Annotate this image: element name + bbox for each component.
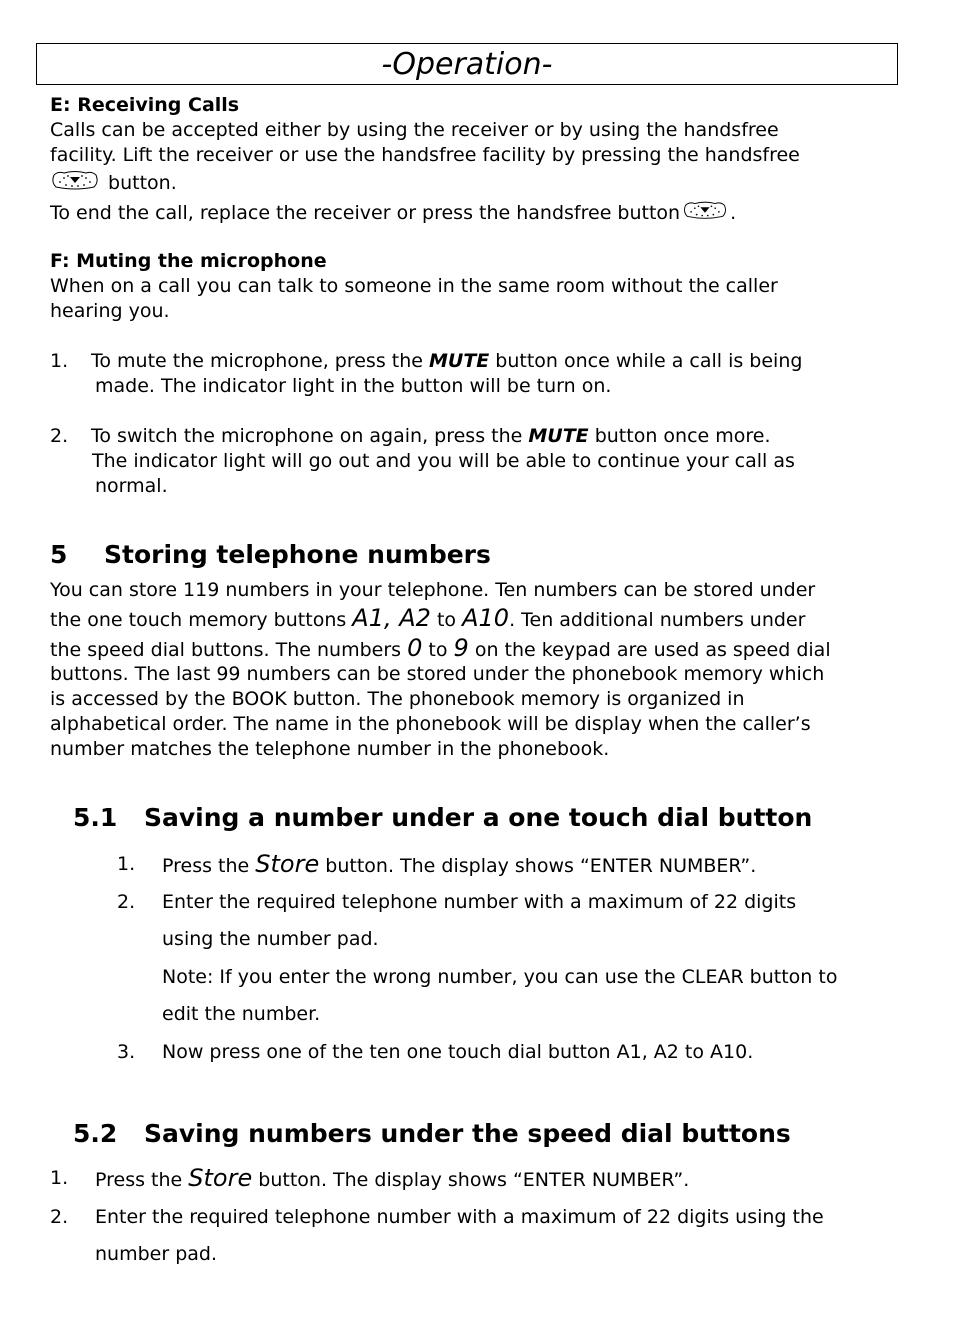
section-f-item1 — [91, 349, 802, 374]
section-f-item1-num: 1. — [50, 350, 69, 372]
section-e-line1: Calls can be accepted either by using the receiver or by using the handsfree — [50, 119, 779, 141]
section-5-1-item2-note-cont: edit the number. — [162, 1003, 321, 1025]
section-5-2-title: Saving numbers under the speed dial buttons — [144, 1119, 791, 1148]
section-5-2-item1-pre: Press the — [95, 1169, 189, 1191]
button-label-a10: A10 — [462, 604, 510, 632]
section-5-p2-b: . Ten additional numbers under — [509, 609, 806, 631]
section-e-line3-text: button. — [102, 172, 177, 194]
section-5-2-number: 5.2 — [73, 1119, 118, 1148]
section-5-2-item1-num: 1. — [50, 1167, 69, 1189]
mute-keyword: MUTE — [428, 350, 490, 372]
section-5-1-item2-l1: Enter the required telephone number with a maximum of 22 digits — [162, 891, 797, 913]
section-f-intro2: hearing you. — [50, 300, 170, 322]
section-e-heading: E: Receiving Calls — [50, 94, 240, 116]
section-f-item2-num: 2. — [50, 425, 69, 447]
section-f-item2-cont1: The indicator light will go out and you will be able to continue your call as — [92, 450, 795, 472]
section-f-item1-pre: To mute the microphone, press the — [91, 350, 429, 372]
section-5-1-item1-pre: Press the — [162, 855, 256, 877]
section-5-p5: is accessed by the BOOK button. The phonebook memory is organized in — [50, 688, 745, 710]
section-f-item2 — [91, 424, 771, 449]
key-label-0: 0 — [407, 634, 423, 662]
section-5-number: 5 — [50, 540, 68, 569]
section-f-item2-cont2: normal. — [95, 475, 168, 497]
section-f-heading: F: Muting the microphone — [50, 250, 327, 272]
section-e-line4-end: . — [730, 202, 737, 224]
store-keyword: Store — [188, 1164, 253, 1192]
section-e-line4-text: To end the call, replace the receiver or press the handsfree button — [50, 202, 681, 224]
section-5-p6: alphabetical order. The name in the phonebook will be display when the caller’s — [50, 713, 811, 735]
section-5-2-item2-l1: Enter the required telephone number with a maximum of 22 digits using the — [95, 1206, 824, 1228]
key-label-9: 9 — [453, 634, 469, 662]
section-5-2-item2-l2: number pad. — [95, 1243, 217, 1265]
section-5-p3 — [50, 636, 831, 663]
section-5-2-item2-num: 2. — [50, 1206, 69, 1228]
section-f-item1-cont: made. The indicator light in the button will be turn on. — [95, 375, 612, 397]
section-5-p1: You can store 119 numbers in your telephone. Ten numbers can be stored under — [50, 579, 816, 601]
section-f-item2-post: button once more. — [588, 425, 771, 447]
handsfree-speaker-icon — [680, 199, 730, 228]
section-5-p3-to: to — [422, 639, 454, 661]
section-5-1-item1-post: button. The display shows “ENTER NUMBER”. — [319, 855, 757, 877]
section-f-item1-post: button once while a call is being — [489, 350, 803, 372]
section-f-intro1: When on a call you can talk to someone in the same room without the caller — [50, 275, 778, 297]
section-5-1-item3-num: 3. — [117, 1041, 136, 1063]
handsfree-speaker-icon — [48, 169, 102, 198]
section-5-p3-a: the speed dial buttons. The numbers — [50, 639, 408, 661]
button-label-a1-a2: A1, A2 — [352, 604, 431, 632]
section-5-1-item2-num: 2. — [117, 891, 136, 913]
section-e-line3 — [48, 169, 177, 198]
section-5-p4: buttons. The last 99 numbers can be stored under the phonebook memory which — [50, 663, 825, 685]
section-5-1-title: Saving a number under a one touch dial button — [144, 803, 813, 832]
section-5-p3-b: on the keypad are used as speed dial — [468, 639, 831, 661]
section-e-line4 — [50, 199, 736, 228]
section-5-p2-a: the one touch memory buttons — [50, 609, 353, 631]
section-5-1-item2-l2: using the number pad. — [162, 928, 379, 950]
section-f-item2-pre: To switch the microphone on again, press the — [91, 425, 529, 447]
section-5-title: Storing telephone numbers — [104, 540, 491, 569]
section-5-1-number: 5.1 — [73, 803, 118, 832]
section-5-1-item1-num: 1. — [117, 853, 136, 875]
section-5-p7: number matches the telephone number in the phonebook. — [50, 738, 610, 760]
section-5-1-item3: Now press one of the ten one touch dial button A1, A2 to A10. — [162, 1041, 754, 1063]
mute-keyword: MUTE — [528, 425, 589, 447]
section-5-p2-to: to — [430, 609, 463, 631]
section-5-1-item2-note: Note: If you enter the wrong number, you can use the CLEAR button to — [162, 966, 838, 988]
section-5-2-item1 — [95, 1166, 689, 1193]
section-5-p2 — [50, 606, 805, 633]
section-5-1-item1 — [162, 852, 756, 879]
section-5-2-item1-post: button. The display shows “ENTER NUMBER”. — [252, 1169, 690, 1191]
store-keyword: Store — [255, 850, 320, 878]
page-title: -Operation- — [36, 43, 898, 85]
section-e-line2: facility. Lift the receiver or use the handsfree facility by pressing the handsfree — [50, 144, 800, 166]
